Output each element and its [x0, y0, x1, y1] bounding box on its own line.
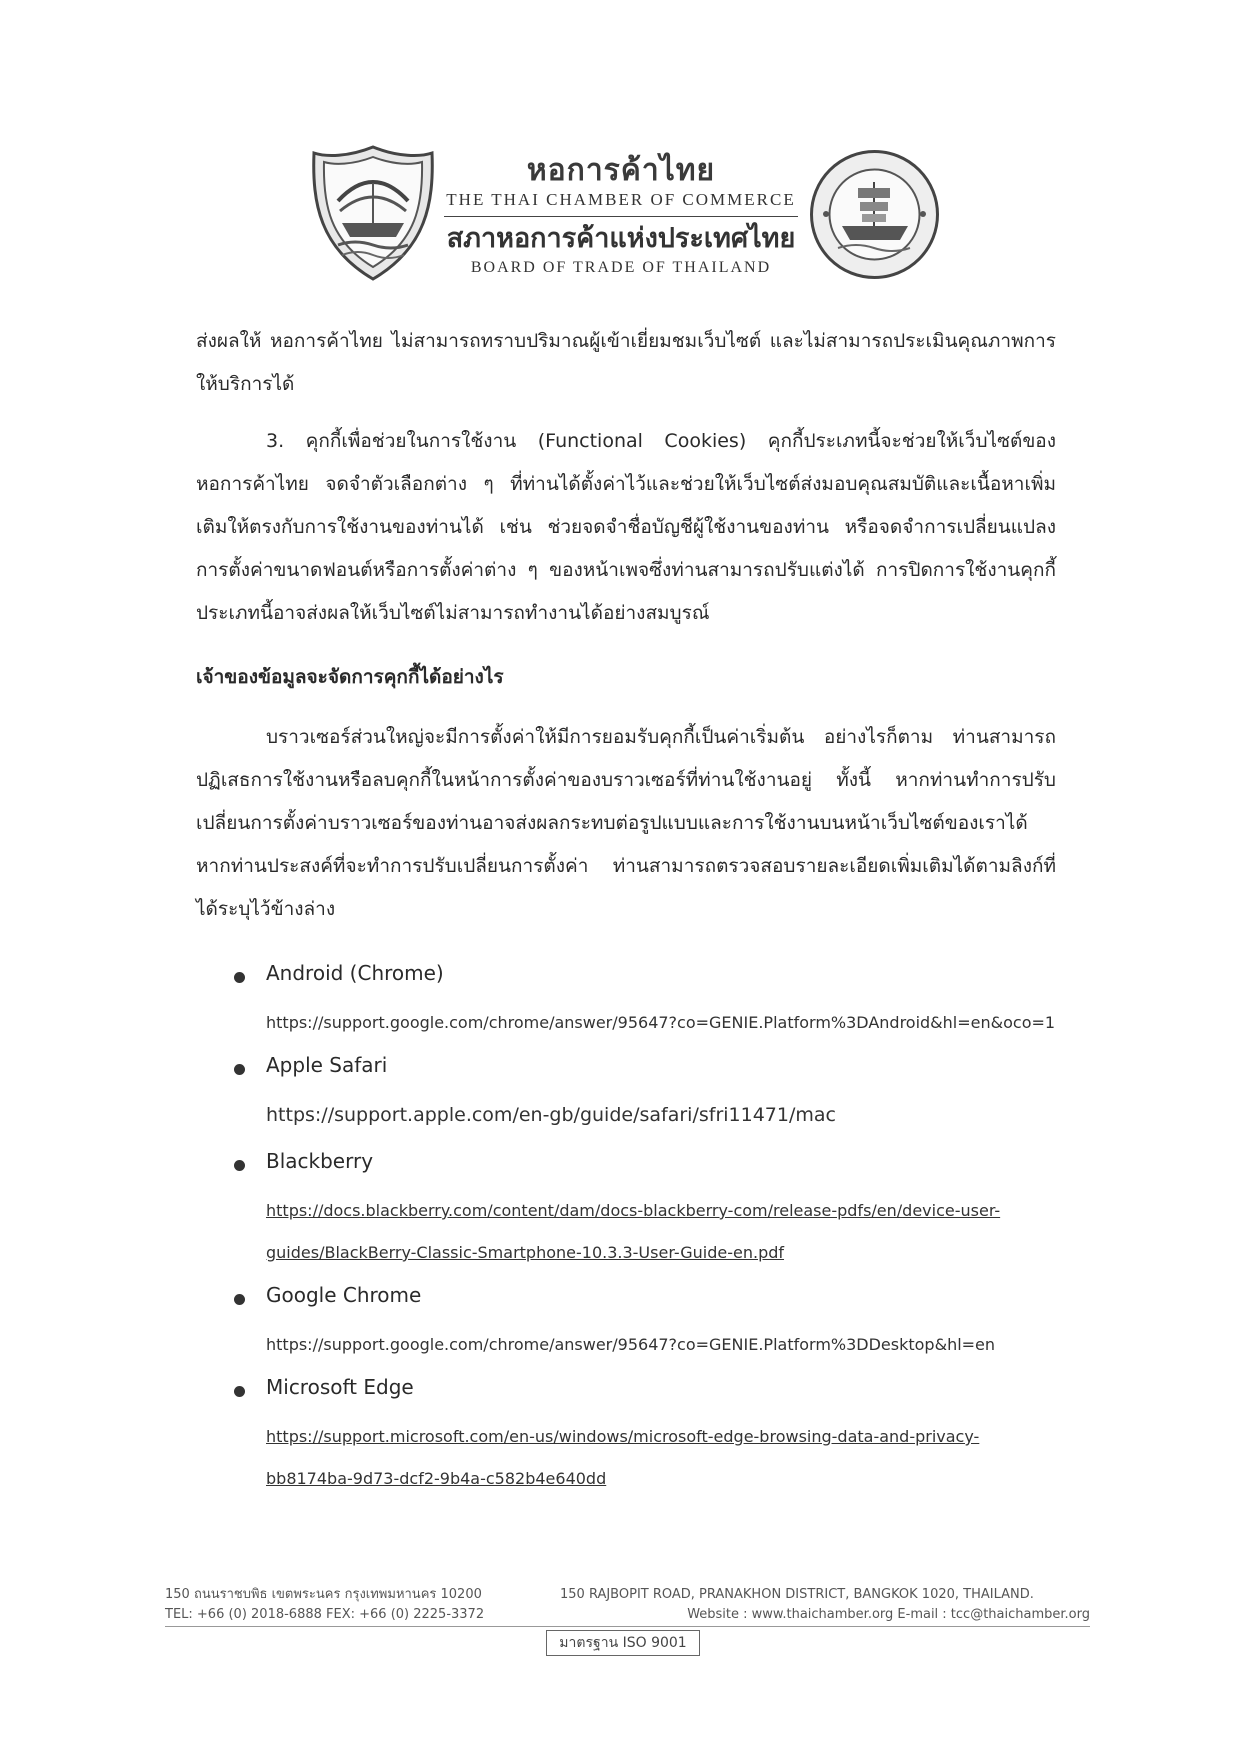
browser-name: Apple Safari — [266, 1053, 388, 1077]
browser-help-link[interactable]: https://support.apple.com/en-gb/guide/safari/sfri11471/mac — [266, 1104, 836, 1126]
bullet-icon — [234, 1386, 245, 1397]
board-name-english: BOARD OF TRADE OF THAILAND — [470, 259, 772, 276]
footer-address-thai: 150 ถนนราชบพิธ เขตพระนคร กรุงเทพมหานคร 10200 — [165, 1587, 482, 1602]
board-name-thai: สภาหอการค้าแห่งประเทศไทย — [446, 223, 796, 254]
browser-help-link-continued[interactable]: guides/BlackBerry-Classic-Smartphone-10.3.3-User-Guide-en.pdf — [266, 1243, 785, 1262]
list-item-blackberry — [196, 1146, 1076, 1280]
iso-certification-badge: มาตรฐาน ISO 9001 — [546, 1630, 700, 1656]
list-item-android-chrome — [196, 958, 1076, 1050]
bullet-icon — [234, 1064, 245, 1075]
browser-name: Android (Chrome) — [266, 961, 444, 985]
org-name-english: THE THAI CHAMBER OF COMMERCE — [444, 190, 798, 217]
footer-phone: TEL: +66 (0) 2018-6888 FEX: +66 (0) 2225-3372 — [165, 1607, 485, 1622]
letterhead-text — [440, 152, 802, 277]
browser-help-link-continued[interactable]: bb8174ba-9d73-dcf2-9b4a-c582b4e640dd — [266, 1469, 607, 1488]
letterhead — [0, 0, 1240, 290]
footer-divider — [165, 1626, 1090, 1627]
paragraph-continued: ส่งผลให้ หอการค้าไทย ไม่สามารถทราบปริมาณผู้เข้าเยี่ยมชมเว็บไซต์ และไม่สามารถประเมินคุณภาพการให้บริการได้ — [196, 330, 1056, 395]
board-of-trade-seal-logo — [808, 148, 941, 281]
browser-help-link[interactable]: https://docs.blackberry.com/content/dam/docs-blackberry-com/release-pdfs/en/device-user- — [266, 1201, 1001, 1220]
paragraph-functional-cookies: 3. คุกกี้เพื่อช่วยในการใช้งาน (Functional Cookies) คุกกี้ประเภทนี้จะช่วยให้เว็บไซต์ของหอการค้าไทย จดจำตัวเลือกต่าง ๆ ที่ท่านได้ตั้งค่าไว้และช่วยให้เว็บไซต์ส่งมอบคุณสมบัติและเนื้อหาเพิ่มเติมให้ตรงกับการใช้งานของท่านได้ เช่น ช่วยจดจำชื่อบัญชีผู้ใช้งานของท่าน หรือจดจำการเปลี่ยนแปลงการตั้งค่าขนาดฟอนต์หรือการตั้งค่าต่าง ๆ ของหน้าเพจซึ่งท่านสามารถปรับแต่งได้ การปิดการใช้งานคุกกี้ประเภทนี้อาจส่งผลให้เว็บไซต์ไม่สามารถทำงานได้อย่างสมบูรณ์ — [196, 430, 1056, 624]
browser-help-link[interactable]: https://support.google.com/chrome/answer/95647?co=GENIE.Platform%3DAndroid&hl=en&oco=1 — [266, 1013, 1056, 1032]
paragraph-browser-settings: บราวเซอร์ส่วนใหญ่จะมีการตั้งค่าให้มีการยอมรับคุกกี้เป็นค่าเริ่มต้น อย่างไรก็ตาม ท่านสามารถปฏิเสธการใช้งานหรือลบคุกกี้ในหน้าการตั้งค่าของบราวเซอร์ที่ท่านใช้งานอยู่ ทั้งนี้ หากท่านทำการปรับเปลี่ยนการตั้งค่าบราวเซอร์ของท่านอาจส่งผลกระทบต่อรูปแบบและการใช้งานบนหน้าเว็บไซต์ของเราได้ หากท่านประสงค์ที่จะทำการปรับเปลี่ยนการตั้งค่า ท่านสามารถตรวจสอบรายละเอียดเพิ่มเติมได้ตามลิงก์ที่ได้ระบุไว้ข้างล่าง — [196, 726, 1056, 920]
bullet-icon — [234, 1160, 245, 1171]
bullet-icon — [234, 1294, 245, 1305]
browser-links-list — [196, 958, 1076, 1506]
browser-name: Blackberry — [266, 1149, 374, 1173]
browser-name: Google Chrome — [266, 1283, 422, 1307]
section-heading-manage-cookies: เจ้าของข้อมูลจะจัดการคุกกี้ได้อย่างไร — [196, 666, 504, 688]
list-item-google-chrome — [196, 1280, 1076, 1372]
list-item-apple-safari — [196, 1050, 1076, 1146]
org-name-thai: หอการค้าไทย — [526, 153, 716, 188]
browser-help-link[interactable]: https://support.google.com/chrome/answer/95647?co=GENIE.Platform%3DDesktop&hl=en — [266, 1335, 996, 1354]
list-item-microsoft-edge — [196, 1372, 1076, 1506]
bullet-icon — [234, 972, 245, 983]
footer-website-email: Website : www.thaichamber.org E-mail : tcc@thaichamber.org — [687, 1607, 1090, 1622]
thai-chamber-crest-logo — [308, 143, 438, 283]
footer-address-english: 150 RAJBOPIT ROAD, PRANAKHON DISTRICT, BANGKOK 1020, THAILAND. — [560, 1587, 1034, 1602]
browser-help-link[interactable]: https://support.microsoft.com/en-us/windows/microsoft-edge-browsing-data-and-privacy- — [266, 1427, 980, 1446]
browser-name: Microsoft Edge — [266, 1375, 414, 1399]
